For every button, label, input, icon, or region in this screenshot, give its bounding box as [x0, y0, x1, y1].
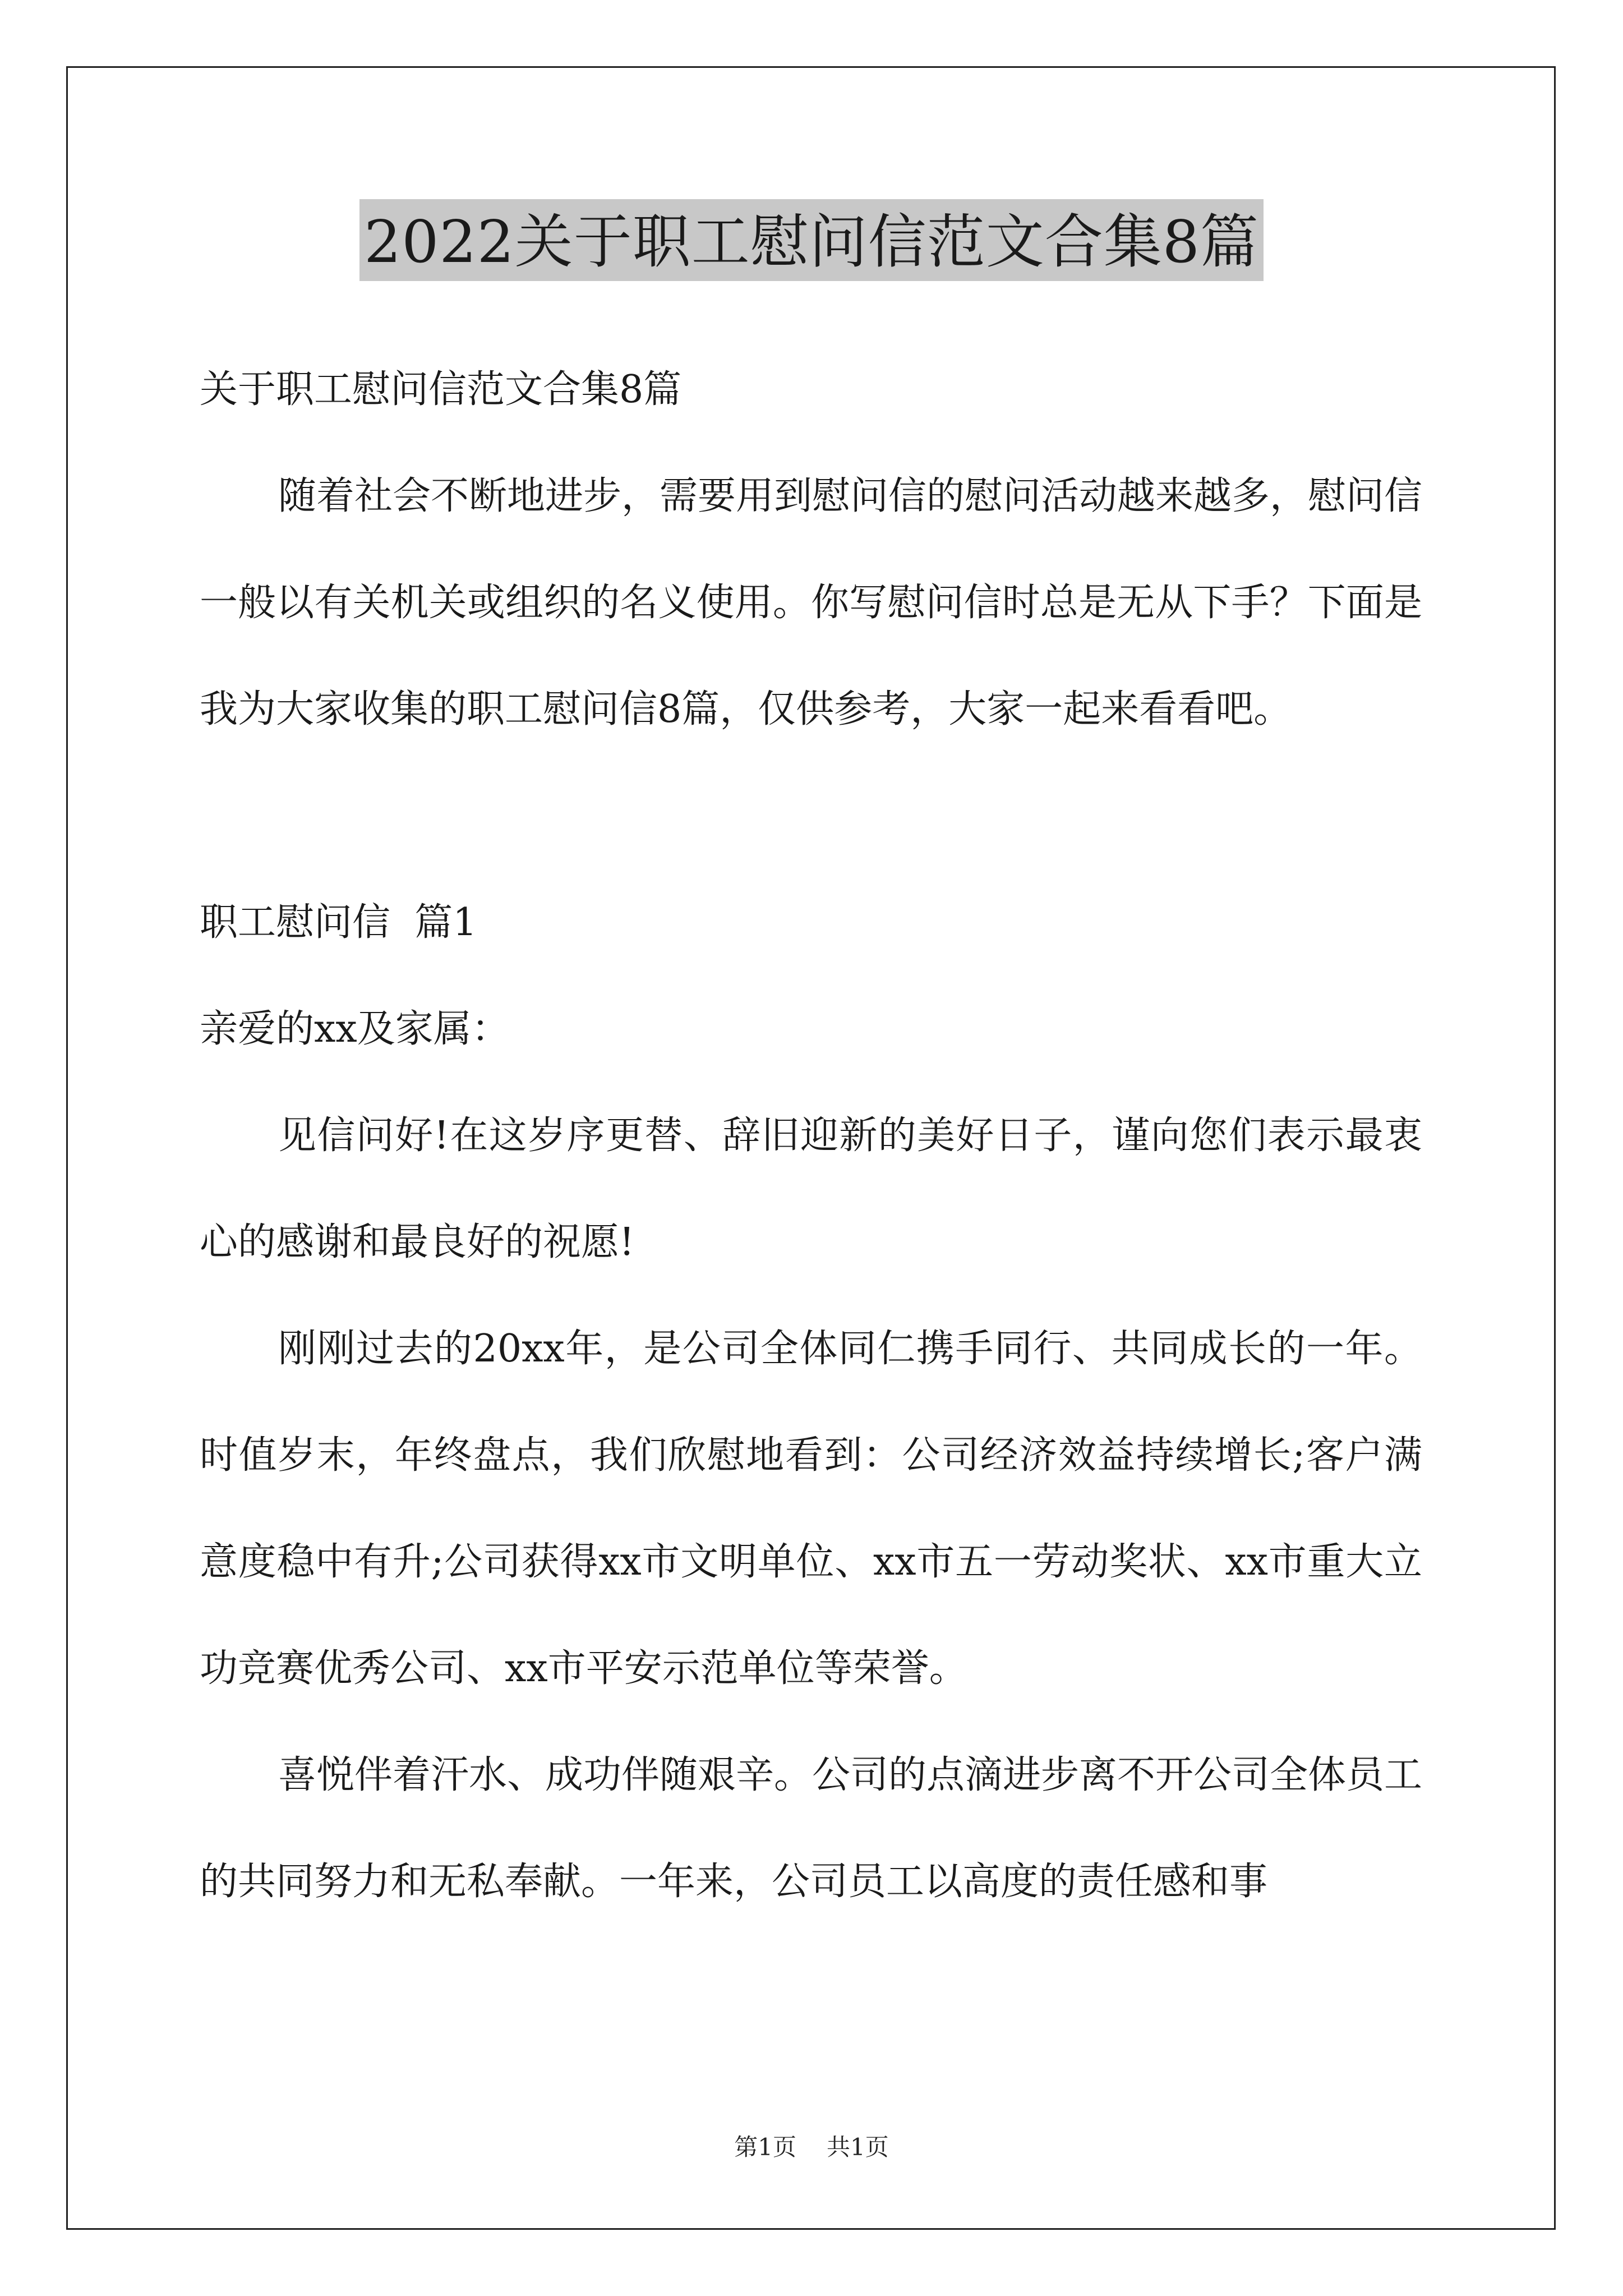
document-title: 2022关于职工慰问信范文合集8篇 — [359, 199, 1264, 281]
document-subtitle: 关于职工慰问信范文合集8篇 — [200, 367, 682, 412]
intro-paragraph: 随着社会不断地进步，需要用到慰问信的慰问活动越来越多，慰问信一般以有关机关或组织的名义使用。你写慰问信时总是无从下手？下面是我为大家收集的职工慰问信8篇，仅供参考，大家一起来看看吧。 — [200, 474, 1423, 731]
page-number: 第1页 — [734, 2133, 796, 2161]
title-container — [0, 199, 1623, 281]
page-total: 共1页 — [827, 2133, 889, 2161]
letter-paragraph: 喜悦伴着汗水、成功伴随艰辛。公司的点滴进步离不开公司全体员工的共同努力和无私奉献。一年来，公司员工以高度的责任感和事 — [200, 1753, 1423, 1904]
salutation: 亲爱的xx及家属： — [200, 1007, 510, 1051]
letter-paragraph: 见信问好!在这岁序更替、辞旧迎新的美好日子，谨向您们表示最衷心的感谢和最良好的祝愿! — [200, 1114, 1422, 1264]
section-heading: 职工慰问信 篇1 — [200, 900, 477, 945]
letter-paragraph: 刚刚过去的20xx年，是公司全体同仁携手同行、共同成长的一年。时值岁末，年终盘点，我们欣慰地看到：公司经济效益持续增长;客户满意度稳中有升;公司获得xx市文明单位、xx市五一劳动奖状、xx市重大立功竞赛优秀公司、xx市平安示范单位等荣誉。 — [200, 1327, 1422, 1691]
page-footer — [0, 2131, 1623, 2164]
document-body — [200, 337, 1422, 1935]
paragraph-gap — [200, 763, 1422, 869]
